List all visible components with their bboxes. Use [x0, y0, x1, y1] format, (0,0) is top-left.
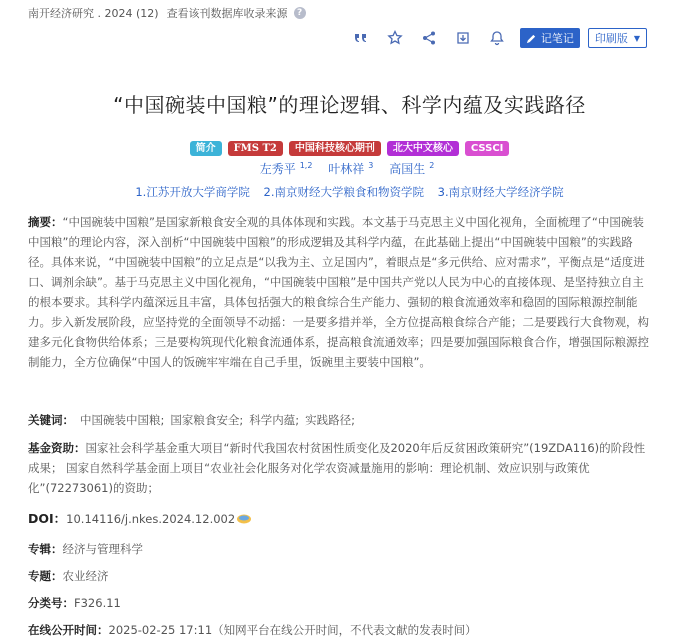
article-title: “中国碗装中国粮”的理论逻辑、科学内蕴及实践路径 — [113, 93, 586, 117]
print-version-dropdown[interactable] — [588, 28, 647, 48]
zhuanji-row — [28, 539, 143, 559]
note-button[interactable] — [520, 28, 580, 48]
badge-fms[interactable]: FMS T2 — [228, 141, 283, 156]
note-button-label: 记笔记 — [540, 32, 574, 45]
keyword-link[interactable]: 实践路径; — [305, 413, 355, 427]
quote-icon — [353, 30, 369, 46]
zhuanti-value: 农业经济 — [62, 569, 109, 583]
badge-cssci[interactable]: CSSCI — [465, 141, 510, 156]
toolbar — [338, 27, 647, 49]
zhuanji-value: 经济与管理科学 — [62, 542, 143, 556]
author-name: 左秀平 — [259, 162, 296, 176]
source-line — [28, 5, 306, 21]
online-time-row — [28, 620, 477, 640]
author-affil-sup: 3 — [368, 161, 374, 170]
online-time-value: 2025-02-25 17:11（知网平台在线公开时间，不代表文献的发表时间） — [108, 623, 477, 637]
zhuanji-label: 专辑： — [28, 542, 63, 556]
abstract-label: 摘要： — [28, 215, 63, 229]
journal-source-link[interactable]: 南开经济研究 . 2024 (12) — [28, 7, 159, 20]
quote-button[interactable] — [350, 27, 372, 49]
star-icon — [387, 30, 403, 46]
classification-label: 分类号： — [28, 596, 74, 610]
share-button[interactable] — [418, 27, 440, 49]
alert-button[interactable] — [486, 27, 508, 49]
badge-core-journal[interactable]: 中国科技核心期刊 — [289, 141, 381, 156]
download-icon — [455, 30, 471, 46]
author-link[interactable] — [256, 162, 313, 176]
keyword-link[interactable]: 中国碗装中国粮; — [80, 413, 165, 427]
abstract-block — [28, 212, 650, 372]
bell-icon — [489, 30, 505, 46]
download-button[interactable] — [452, 27, 474, 49]
affiliation-link[interactable]: 2.南京财经大学粮食和物资学院 — [263, 185, 424, 199]
doi-value: 10.14116/j.nkes.2024.12.002 — [66, 512, 236, 526]
doi-link-icon[interactable] — [236, 513, 252, 525]
keywords-block — [28, 410, 361, 430]
keyword-link[interactable]: 科学内蕴; — [249, 413, 300, 427]
author-list — [220, 160, 470, 177]
doi-block — [28, 509, 252, 529]
author-affil-sup: 2 — [429, 161, 435, 170]
help-icon[interactable]: ? — [294, 7, 306, 19]
zhuanti-row — [28, 566, 109, 586]
badge-intro[interactable]: 简介 — [190, 141, 222, 156]
caret-down-icon: ▼ — [633, 33, 640, 43]
online-time-label: 在线公开时间： — [28, 623, 109, 637]
fund-block — [28, 438, 650, 498]
share-icon — [421, 30, 437, 46]
print-version-label: 印刷版 — [594, 32, 628, 45]
classification-value: F326.11 — [74, 596, 121, 610]
keywords-label: 关键词： — [28, 413, 74, 427]
affiliation-link[interactable]: 3.南京财经大学经济学院 — [437, 185, 564, 199]
author-name: 叶林祥 — [328, 162, 365, 176]
author-link[interactable] — [385, 162, 434, 176]
fund-label: 基金资助： — [28, 441, 86, 455]
author-name: 高国生 — [389, 162, 426, 176]
affiliation-link[interactable]: 1.江苏开放大学商学院 — [135, 185, 250, 199]
doi-label: DOI： — [28, 511, 67, 526]
zhuanti-label: 专题： — [28, 569, 63, 583]
badge-row — [0, 141, 699, 156]
abstract-text: “中国碗装中国粮”是国家新粮食安全观的具体体现和实践。本文基于马克思主义中国化视角，全面梳理了“中国碗装中国粮”的理论内容，深入剖析“中国碗装中国粮”的形成逻辑及其科学内蕴，在此基础上提出“中国碗装中国粮”的实践路径。具体来说，“中国碗装中国粮”的立足点是“以我为主、立足国内”，着眼点是“多元供给、应对需求”，平衡点是“适度进口、调剂余缺”。基于马克思主义中国化视角，“中国碗装中国粮”是中国共产党以人民为中心的直接体现、是坚持独立自主的根本要求。其科学内蕴深远且丰富，具体包括强大的粮食综合生产能力、强韧的粮食流通效率和稳固的国际粮源控制能力。步入新发展阶段，应坚持党的全面领导不动摇：一是要多措并举，全方位提高粮食综合产能；二是要践行大食物观，构建多元化食物供给体系；三是要构筑现代化粮食流通体系，提高粮食流通效率；四是要加强国际粮食合作，增强国际粮源控制能力，全方位确保“中国人的饭碗牢牢端在自己手里，饭碗里主要装中国粮”。 — [28, 215, 649, 369]
favorite-button[interactable] — [384, 27, 406, 49]
db-source-link[interactable]: 查看该刊数据库收录来源 — [166, 7, 288, 20]
affiliation-list — [0, 184, 699, 200]
badge-pku-core[interactable]: 北大中文核心 — [387, 141, 459, 156]
author-link[interactable] — [324, 162, 373, 176]
pencil-icon — [526, 33, 537, 44]
fund-text[interactable]: 国家社会科学基金重大项目“新时代我国农村贫困性质变化及2020年后反贫困政策研究”(19ZDA116)的阶段性成果； 国家自然科学基金面上项目“农业社会化服务对化学农资减量施用的影响：理论机制、效应识别与政策优化”(72273061)的资助； — [28, 441, 646, 495]
author-affil-sup: 1,2 — [299, 161, 313, 170]
classification-row — [28, 593, 121, 613]
keyword-link[interactable]: 国家粮食安全; — [170, 413, 244, 427]
